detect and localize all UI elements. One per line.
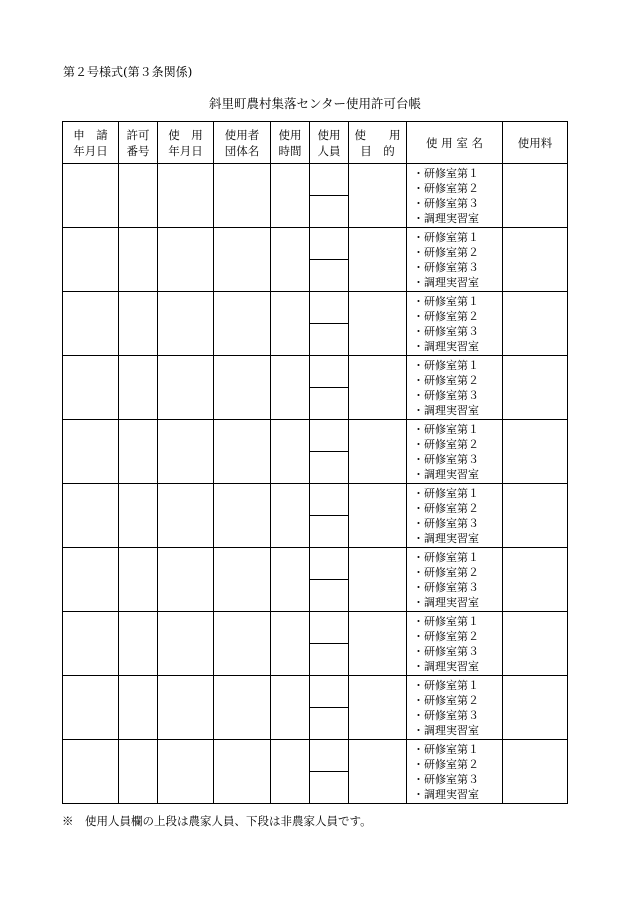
room-option: ・調理実習室 (413, 211, 479, 225)
table-row (63, 228, 568, 260)
room-option: ・研修室第２ (413, 181, 479, 195)
room-option: ・研修室第３ (413, 708, 479, 722)
room-option: ・調理実習室 (413, 659, 479, 673)
cell-use-time[interactable] (271, 548, 310, 612)
cell-use-date[interactable] (158, 676, 214, 740)
cell-user-group[interactable] (214, 292, 271, 356)
cell-user-group[interactable] (214, 420, 271, 484)
cell-room-options[interactable] (407, 356, 503, 420)
cell-permit-number[interactable] (119, 356, 158, 420)
room-option: ・調理実習室 (413, 595, 479, 609)
cell-use-time[interactable] (271, 612, 310, 676)
cell-application-date[interactable] (63, 164, 119, 228)
cell-room-options[interactable] (407, 548, 503, 612)
room-option: ・研修室第２ (413, 309, 479, 323)
header-fee: 使用料 (503, 122, 568, 164)
cell-fee[interactable] (503, 548, 568, 612)
cell-room-options[interactable] (407, 484, 503, 548)
cell-headcount-nonfarm[interactable] (310, 708, 349, 740)
cell-permit-number[interactable] (119, 164, 158, 228)
room-option: ・研修室第２ (413, 629, 479, 643)
cell-headcount-farm[interactable] (310, 612, 349, 644)
cell-purpose[interactable] (349, 356, 407, 420)
cell-application-date[interactable] (63, 676, 119, 740)
cell-purpose[interactable] (349, 164, 407, 228)
cell-purpose[interactable] (349, 420, 407, 484)
permit-ledger-table (62, 121, 568, 804)
cell-headcount-nonfarm[interactable] (310, 388, 349, 420)
cell-fee[interactable] (503, 484, 568, 548)
room-option: ・研修室第１ (413, 742, 479, 756)
cell-permit-number[interactable] (119, 292, 158, 356)
room-option: ・研修室第１ (413, 166, 479, 180)
cell-headcount-nonfarm[interactable] (310, 644, 349, 676)
room-option: ・調理実習室 (413, 531, 479, 545)
room-option: ・研修室第２ (413, 373, 479, 387)
header-use-date: 使 用 年月日 (158, 122, 214, 164)
cell-fee[interactable] (503, 676, 568, 740)
cell-user-group[interactable] (214, 356, 271, 420)
table-row (63, 676, 568, 708)
room-option: ・研修室第３ (413, 772, 479, 786)
cell-fee[interactable] (503, 612, 568, 676)
room-option: ・調理実習室 (413, 339, 479, 353)
cell-room-options[interactable] (407, 740, 503, 804)
room-option: ・研修室第３ (413, 260, 479, 274)
cell-purpose[interactable] (349, 292, 407, 356)
room-option: ・調理実習室 (413, 467, 479, 481)
cell-headcount-farm[interactable] (310, 740, 349, 772)
cell-headcount-nonfarm[interactable] (310, 452, 349, 484)
cell-headcount-nonfarm[interactable] (310, 516, 349, 548)
room-option: ・調理実習室 (413, 403, 479, 417)
room-option: ・研修室第２ (413, 565, 479, 579)
form-number: 第２号様式(第３条関係) (63, 65, 193, 79)
cell-room-options[interactable] (407, 228, 503, 292)
cell-fee[interactable] (503, 164, 568, 228)
cell-use-time[interactable] (271, 164, 310, 228)
room-option: ・研修室第１ (413, 614, 479, 628)
cell-headcount-farm[interactable] (310, 484, 349, 516)
table-row (63, 548, 568, 580)
room-option: ・研修室第１ (413, 550, 479, 564)
cell-headcount-nonfarm[interactable] (310, 196, 349, 228)
cell-purpose[interactable] (349, 228, 407, 292)
table-header-row (63, 122, 568, 164)
cell-purpose[interactable] (349, 548, 407, 612)
cell-application-date[interactable] (63, 484, 119, 548)
table-row (63, 484, 568, 516)
header-room-name: 使 用 室 名 (407, 122, 503, 164)
cell-headcount-nonfarm[interactable] (310, 580, 349, 612)
cell-purpose[interactable] (349, 612, 407, 676)
cell-headcount-farm[interactable] (310, 548, 349, 580)
cell-fee[interactable] (503, 356, 568, 420)
cell-use-date[interactable] (158, 548, 214, 612)
room-option: ・研修室第３ (413, 452, 479, 466)
room-option: ・研修室第１ (413, 294, 479, 308)
cell-use-date[interactable] (158, 740, 214, 804)
room-option: ・調理実習室 (413, 787, 479, 801)
cell-application-date[interactable] (63, 420, 119, 484)
cell-application-date[interactable] (63, 740, 119, 804)
cell-headcount-nonfarm[interactable] (310, 260, 349, 292)
cell-fee[interactable] (503, 292, 568, 356)
cell-use-date[interactable] (158, 420, 214, 484)
room-option: ・研修室第１ (413, 678, 479, 692)
table-row (63, 292, 568, 324)
room-option: ・研修室第２ (413, 501, 479, 515)
table-row (63, 356, 568, 388)
header-use-time: 使用 時間 (271, 122, 310, 164)
cell-use-time[interactable] (271, 740, 310, 804)
cell-room-options[interactable] (407, 164, 503, 228)
cell-purpose[interactable] (349, 740, 407, 804)
room-option: ・調理実習室 (413, 723, 479, 737)
cell-permit-number[interactable] (119, 420, 158, 484)
cell-user-group[interactable] (214, 612, 271, 676)
cell-permit-number[interactable] (119, 548, 158, 612)
cell-permit-number[interactable] (119, 740, 158, 804)
room-option: ・研修室第３ (413, 324, 479, 338)
cell-user-group[interactable] (214, 676, 271, 740)
footnote: ※ 使用人員欄の上段は農家人員、下段は非農家人員です。 (62, 814, 372, 828)
cell-room-options[interactable] (407, 676, 503, 740)
cell-use-time[interactable] (271, 676, 310, 740)
cell-user-group[interactable] (214, 484, 271, 548)
room-option: ・研修室第２ (413, 245, 479, 259)
room-option: ・研修室第１ (413, 230, 479, 244)
header-headcount: 使用 人員 (310, 122, 349, 164)
cell-headcount-farm[interactable] (310, 292, 349, 324)
cell-application-date[interactable] (63, 548, 119, 612)
table-row (63, 420, 568, 452)
room-option: ・研修室第１ (413, 422, 479, 436)
cell-fee[interactable] (503, 740, 568, 804)
cell-application-date[interactable] (63, 612, 119, 676)
cell-use-date[interactable] (158, 292, 214, 356)
room-option: ・研修室第２ (413, 757, 479, 771)
cell-use-time[interactable] (271, 228, 310, 292)
room-option: ・研修室第２ (413, 693, 479, 707)
cell-headcount-nonfarm[interactable] (310, 772, 349, 804)
room-option: ・研修室第１ (413, 486, 479, 500)
cell-user-group[interactable] (214, 740, 271, 804)
cell-fee[interactable] (503, 228, 568, 292)
cell-purpose[interactable] (349, 676, 407, 740)
room-option: ・研修室第３ (413, 580, 479, 594)
room-option: ・調理実習室 (413, 275, 479, 289)
cell-application-date[interactable] (63, 356, 119, 420)
cell-room-options[interactable] (407, 612, 503, 676)
room-option: ・研修室第３ (413, 644, 479, 658)
cell-use-date[interactable] (158, 164, 214, 228)
header-user-group: 使用者 団体名 (214, 122, 271, 164)
cell-permit-number[interactable] (119, 676, 158, 740)
cell-headcount-farm[interactable] (310, 420, 349, 452)
cell-purpose[interactable] (349, 484, 407, 548)
header-permit-number: 許可 番号 (119, 122, 158, 164)
room-option: ・研修室第２ (413, 437, 479, 451)
table-row (63, 740, 568, 772)
cell-room-options[interactable] (407, 292, 503, 356)
header-purpose: 使 用 目 的 (349, 122, 407, 164)
cell-permit-number[interactable] (119, 484, 158, 548)
cell-permit-number[interactable] (119, 228, 158, 292)
cell-headcount-farm[interactable] (310, 164, 349, 196)
cell-headcount-farm[interactable] (310, 356, 349, 388)
cell-user-group[interactable] (214, 164, 271, 228)
cell-use-time[interactable] (271, 292, 310, 356)
table-row (63, 612, 568, 644)
cell-user-group[interactable] (214, 228, 271, 292)
cell-headcount-farm[interactable] (310, 228, 349, 260)
cell-use-date[interactable] (158, 612, 214, 676)
table-row (63, 164, 568, 196)
cell-permit-number[interactable] (119, 612, 158, 676)
cell-fee[interactable] (503, 420, 568, 484)
document-title: 斜里町農村集落センター使用許可台帳 (208, 96, 421, 111)
cell-application-date[interactable] (63, 292, 119, 356)
header-application-date: 申 請 年月日 (63, 122, 119, 164)
room-option: ・研修室第３ (413, 516, 479, 530)
cell-room-options[interactable] (407, 420, 503, 484)
cell-headcount-nonfarm[interactable] (310, 324, 349, 356)
room-option: ・研修室第３ (413, 388, 479, 402)
cell-headcount-farm[interactable] (310, 676, 349, 708)
cell-use-time[interactable] (271, 484, 310, 548)
room-option: ・研修室第１ (413, 358, 479, 372)
cell-user-group[interactable] (214, 548, 271, 612)
room-option: ・研修室第３ (413, 196, 479, 210)
cell-use-date[interactable] (158, 356, 214, 420)
cell-use-date[interactable] (158, 484, 214, 548)
cell-use-time[interactable] (271, 356, 310, 420)
cell-use-date[interactable] (158, 228, 214, 292)
cell-use-time[interactable] (271, 420, 310, 484)
cell-application-date[interactable] (63, 228, 119, 292)
